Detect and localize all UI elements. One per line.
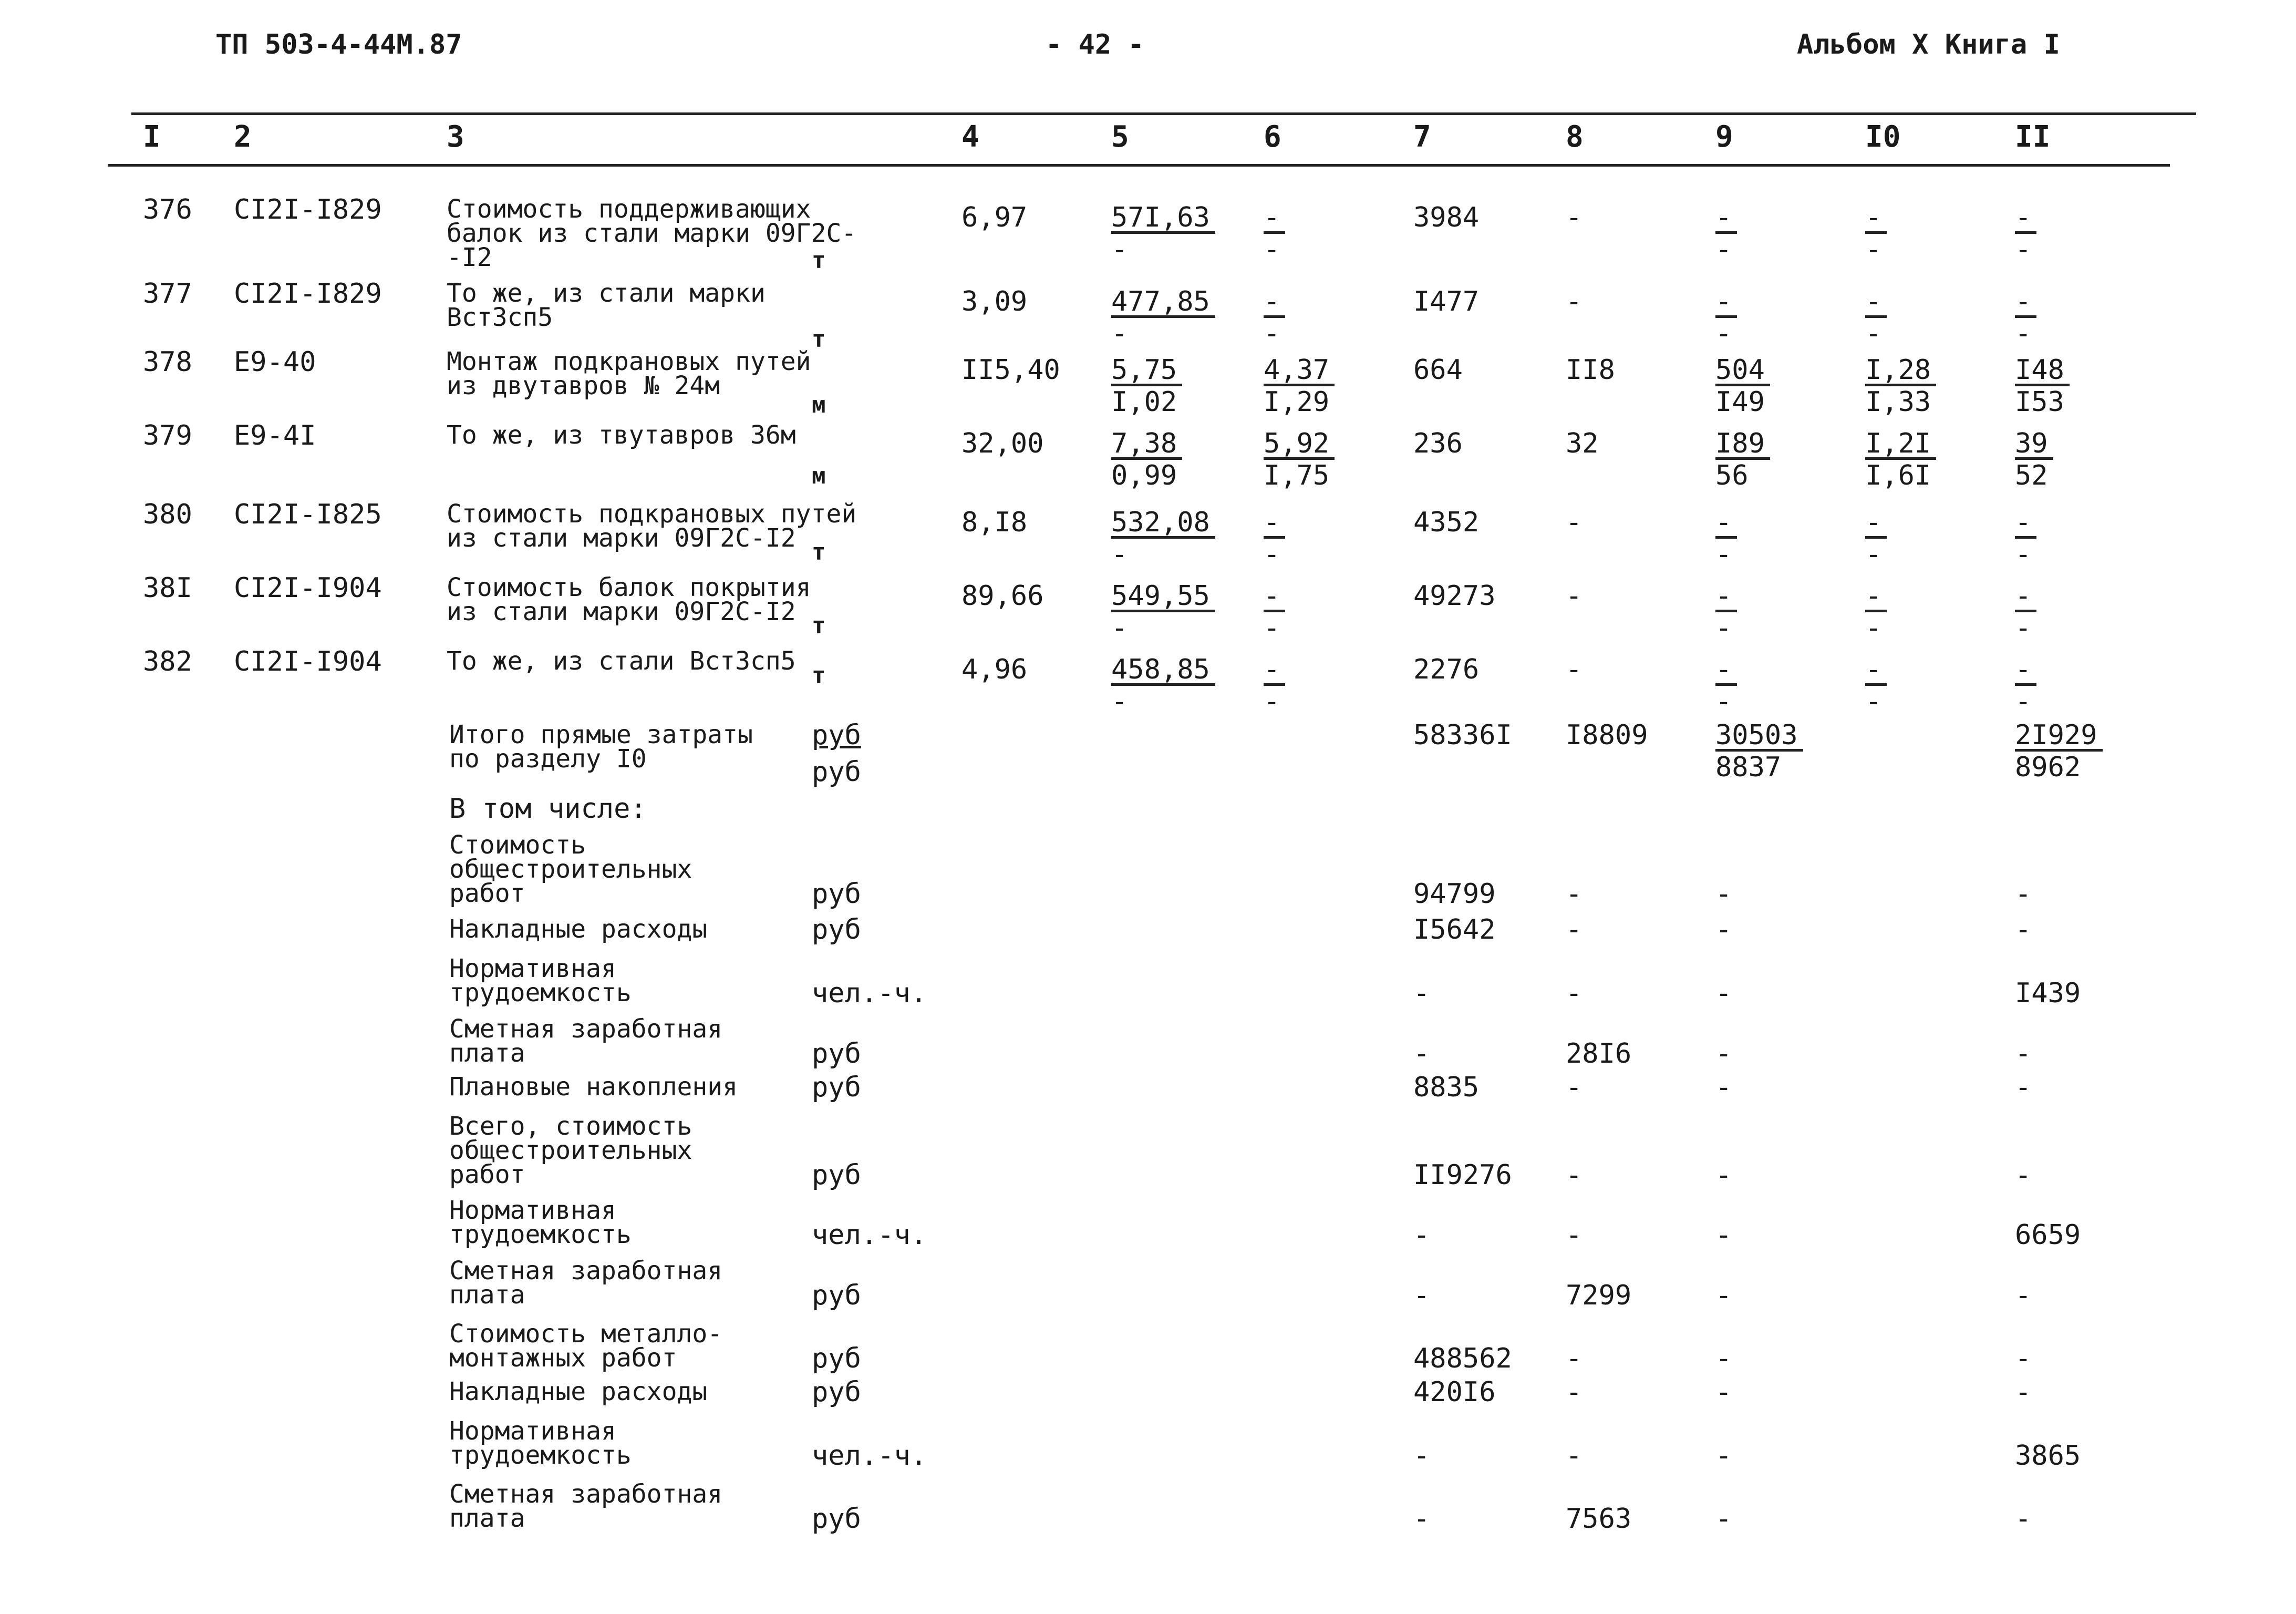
unit-of-measure: т (812, 539, 826, 566)
total-cost: 49273 (1413, 580, 1496, 612)
including-label: В том числе: (449, 793, 647, 825)
unit-cost-denominator: - (1111, 612, 1128, 644)
total-cost: 664 (1413, 354, 1463, 386)
col9-value-denominator: I49 (1715, 386, 1765, 418)
total-col11-denominator: 8962 (2015, 752, 2081, 783)
col11-value-denominator: I53 (2015, 386, 2064, 418)
column-header-9: 9 (1715, 120, 1733, 154)
column-header-3: 3 (447, 120, 464, 154)
summary-col11: - (2015, 1072, 2032, 1103)
work-description: Стоимость подкрановых путей из стали марки 09Г2С-I2 (447, 499, 857, 553)
summary-col11: 3865 (2015, 1440, 2081, 1472)
col11-value-denominator: 52 (2015, 460, 2048, 491)
col8-value: - (1566, 654, 1583, 685)
total-col11-numerator: 2I929 (2015, 723, 2103, 752)
total-cost: 4352 (1413, 507, 1480, 538)
col10-value-denominator: - (1865, 612, 1882, 644)
summary-label: Стоимость металло- монтажных работ (449, 1319, 723, 1373)
col6-value (1264, 654, 1285, 717)
quantity: 8,I8 (961, 507, 1028, 538)
col11-value-numerator: 39 (2015, 431, 2053, 460)
summary-col8: - (1566, 1440, 1583, 1472)
summary-label: Сметная заработная плата (449, 1014, 723, 1068)
col9-value-denominator: 56 (1715, 460, 1749, 491)
row-number: 378 (143, 346, 192, 378)
summary-col7: - (1413, 1219, 1430, 1251)
summary-col9: - (1715, 1280, 1732, 1311)
summary-col9: - (1715, 1503, 1732, 1535)
col11-value (2015, 202, 2036, 265)
rate-code: CI2I-I829 (234, 278, 382, 310)
col9-value-numerator: 504 (1715, 357, 1770, 386)
unit-cost (1111, 202, 1215, 265)
col9-value (1715, 354, 1770, 418)
col10-value (1865, 654, 1887, 717)
col11-value (2015, 580, 2036, 644)
col11-value (2015, 654, 2036, 717)
summary-col9: - (1715, 1038, 1732, 1070)
col11-value-numerator: - (2015, 657, 2036, 686)
col9-value-numerator: - (1715, 510, 1737, 539)
col6-value-numerator: - (1264, 583, 1285, 612)
col6-value (1264, 354, 1335, 418)
summary-col9: - (1715, 978, 1732, 1009)
table-top-rule (131, 112, 2196, 115)
summary-label: Всего, стоимость общестроительных работ (449, 1112, 692, 1189)
total-unit-1: руб (812, 719, 861, 751)
summary-col8: - (1566, 978, 1583, 1009)
unit-of-measure: т (812, 326, 826, 353)
col11-value-denominator: - (2015, 539, 2032, 570)
col9-value-denominator: - (1715, 318, 1732, 349)
work-description: То же, из твутавров 36м (447, 420, 796, 450)
unit-cost (1111, 654, 1215, 717)
total-col11 (2015, 719, 2103, 783)
col10-value (1865, 202, 1887, 265)
col9-value (1715, 580, 1737, 644)
summary-col9: - (1715, 878, 1732, 910)
summary-label: Накладные расходы (449, 914, 708, 944)
column-header-5: 5 (1111, 120, 1129, 154)
unit-cost-denominator: I,02 (1111, 386, 1177, 418)
summary-col7: - (1413, 1038, 1430, 1070)
work-description: То же, из стали марки Вст3сп5 (447, 279, 766, 332)
unit-of-measure: м (812, 462, 826, 489)
col6-value-denominator: - (1264, 686, 1280, 717)
col11-value (2015, 286, 2036, 349)
rate-code: E9-40 (234, 346, 316, 378)
unit-cost (1111, 580, 1215, 644)
col11-value-numerator: - (2015, 510, 2036, 539)
unit-cost-denominator: 0,99 (1111, 460, 1177, 491)
col10-value-numerator: - (1865, 289, 1887, 318)
unit-of-measure: т (812, 612, 826, 639)
summary-unit: руб (812, 1072, 861, 1103)
col11-value-denominator: - (2015, 234, 2032, 265)
col10-value-denominator: I,6I (1865, 460, 1931, 491)
summary-unit: чел.-ч. (812, 1219, 927, 1251)
summary-col8: - (1566, 1376, 1583, 1408)
col8-value: - (1566, 202, 1583, 233)
summary-col11: - (2015, 1038, 2032, 1070)
summary-unit: руб (812, 1376, 861, 1408)
quantity: 4,96 (961, 654, 1028, 685)
column-header-4: 4 (961, 120, 979, 154)
summary-label: Нормативная трудоемкость (449, 1196, 632, 1249)
quantity: 3,09 (961, 286, 1028, 317)
col10-value-numerator: I,28 (1865, 357, 1936, 386)
col6-value-denominator: I,75 (1264, 460, 1330, 491)
col10-value (1865, 507, 1887, 570)
summary-col7: 420I6 (1413, 1376, 1496, 1408)
column-header-10: I0 (1865, 120, 1901, 154)
page-number: - 42 - (1046, 29, 1144, 60)
col6-value (1264, 286, 1285, 349)
col10-value-numerator: I,2I (1865, 431, 1936, 460)
total-col9 (1715, 719, 1803, 783)
summary-col7: - (1413, 978, 1430, 1009)
work-description: Стоимость поддерживающих балок из стали марки 09Г2С- -I2 (447, 194, 857, 272)
rate-code: CI2I-I904 (234, 572, 382, 604)
col10-value (1865, 354, 1936, 418)
total-cost: 236 (1413, 428, 1463, 459)
col9-value-numerator: - (1715, 583, 1737, 612)
summary-col11: 6659 (2015, 1219, 2081, 1251)
summary-label: Накладные расходы (449, 1377, 708, 1406)
summary-col8: - (1566, 1159, 1583, 1191)
work-description: Монтаж подкрановых путей из двутавров № 24м (447, 347, 811, 400)
album-book-label: Альбом X Книга I (1797, 29, 2060, 60)
unit-of-measure: т (812, 247, 826, 274)
work-description: То же, из стали Вст3сп5 (447, 646, 796, 676)
quantity: II5,40 (961, 354, 1060, 386)
work-description: Стоимость балок покрытия из стали марки 09Г2С-I2 (447, 573, 811, 626)
total-cost: 3984 (1413, 202, 1480, 233)
summary-col11: - (2015, 914, 2032, 945)
col10-value-denominator: - (1865, 686, 1882, 717)
summary-col11: - (2015, 1280, 2032, 1311)
summary-col9: - (1715, 1343, 1732, 1374)
summary-col9: - (1715, 1219, 1732, 1251)
row-number: 382 (143, 646, 192, 677)
unit-cost (1111, 354, 1182, 418)
total-unit-2: руб (812, 756, 861, 788)
row-number: 377 (143, 278, 192, 310)
col11-value (2015, 428, 2053, 491)
col10-value-numerator: - (1865, 657, 1887, 686)
col6-value-numerator: 5,92 (1264, 431, 1335, 460)
summary-unit: чел.-ч. (812, 1440, 927, 1472)
col10-value (1865, 580, 1887, 644)
col6-value-numerator: - (1264, 289, 1285, 318)
col9-value-denominator: - (1715, 612, 1732, 644)
col9-value-numerator: - (1715, 657, 1737, 686)
unit-cost-numerator: 57I,63 (1111, 205, 1215, 234)
col10-value (1865, 286, 1887, 349)
summary-col8: - (1566, 878, 1583, 910)
summary-col8: 28I6 (1566, 1038, 1632, 1070)
col6-value-denominator: - (1264, 612, 1280, 644)
col6-value-denominator: - (1264, 539, 1280, 570)
col9-value (1715, 507, 1737, 570)
quantity: 6,97 (961, 202, 1028, 233)
summary-col7: II9276 (1413, 1159, 1512, 1191)
col11-value-numerator: - (2015, 583, 2036, 612)
col6-value (1264, 202, 1285, 265)
column-header-7: 7 (1413, 120, 1431, 154)
row-number: 380 (143, 499, 192, 530)
summary-col7: - (1413, 1280, 1430, 1311)
summary-unit: руб (812, 1503, 861, 1535)
summary-col11: - (2015, 1503, 2032, 1535)
summary-unit: руб (812, 1280, 861, 1311)
quantity: 32,00 (961, 428, 1044, 459)
rate-code: CI2I-I825 (234, 499, 382, 530)
unit-cost-numerator: 5,75 (1111, 357, 1182, 386)
col9-value (1715, 202, 1737, 265)
col8-value: - (1566, 286, 1583, 317)
col10-value-denominator: - (1865, 234, 1882, 265)
summary-col11: - (2015, 1376, 2032, 1408)
summary-col7: 488562 (1413, 1343, 1512, 1374)
unit-cost-denominator: - (1111, 234, 1128, 265)
summary-col9: - (1715, 1072, 1732, 1103)
summary-col7: I5642 (1413, 914, 1496, 945)
total-col9-denominator: 8837 (1715, 752, 1782, 783)
summary-col8: - (1566, 1343, 1583, 1374)
summary-label: Нормативная трудоемкость (449, 1416, 632, 1470)
col11-value (2015, 507, 2036, 570)
col9-value-numerator: - (1715, 205, 1737, 234)
col11-value-denominator: - (2015, 686, 2032, 717)
summary-col9: - (1715, 1159, 1732, 1191)
summary-unit: руб (812, 914, 861, 945)
unit-of-measure: т (812, 662, 826, 689)
summary-col7: - (1413, 1440, 1430, 1472)
unit-cost-numerator: 458,85 (1111, 657, 1215, 686)
unit-cost-denominator: - (1111, 539, 1128, 570)
summary-col7: 8835 (1413, 1072, 1480, 1103)
unit-cost-numerator: 549,55 (1111, 583, 1215, 612)
col11-value-numerator: - (2015, 205, 2036, 234)
total-direct-costs-label: Итого прямые затраты по разделу I0 (449, 720, 753, 774)
summary-unit: руб (812, 1159, 861, 1191)
summary-col11: I439 (2015, 978, 2081, 1009)
summary-col9: - (1715, 1376, 1732, 1408)
row-number: 379 (143, 420, 192, 451)
summary-col11: - (2015, 1159, 2032, 1191)
col6-value-denominator: - (1264, 318, 1280, 349)
summary-col9: - (1715, 914, 1732, 945)
unit-of-measure: м (812, 392, 826, 418)
unit-cost (1111, 428, 1182, 491)
summary-label: Стоимость общестроительных работ (449, 830, 692, 908)
col6-value-numerator: - (1264, 657, 1285, 686)
col9-value (1715, 654, 1737, 717)
summary-label: Сметная заработная плата (449, 1256, 723, 1310)
total-col8: I8809 (1566, 719, 1648, 751)
summary-unit: руб (812, 1343, 861, 1374)
col6-value-denominator: I,29 (1264, 386, 1330, 418)
col9-value-denominator: - (1715, 234, 1732, 265)
col9-value-denominator: - (1715, 539, 1732, 570)
summary-label: Нормативная трудоемкость (449, 954, 632, 1008)
column-header-11: II (2015, 120, 2051, 154)
total-col9-numerator: 30503 (1715, 723, 1803, 752)
unit-cost (1111, 507, 1215, 570)
quantity: 89,66 (961, 580, 1044, 612)
column-header-1: I (143, 120, 161, 154)
col10-value-denominator: - (1865, 318, 1882, 349)
column-header-2: 2 (234, 120, 252, 154)
summary-label: Плановые накопления (449, 1072, 738, 1102)
col6-value-denominator: - (1264, 234, 1280, 265)
column-header-8: 8 (1566, 120, 1584, 154)
col8-value: II8 (1566, 354, 1615, 386)
unit-cost-denominator: - (1111, 686, 1128, 717)
col6-value (1264, 507, 1285, 570)
col10-value (1865, 428, 1936, 491)
summary-unit: руб (812, 1038, 861, 1070)
unit-cost-denominator: - (1111, 318, 1128, 349)
col11-value-denominator: - (2015, 612, 2032, 644)
summary-col7: 94799 (1413, 878, 1496, 910)
unit-cost-numerator: 7,38 (1111, 431, 1182, 460)
total-cost: 2276 (1413, 654, 1480, 685)
summary-col11: - (2015, 878, 2032, 910)
col9-value-denominator: - (1715, 686, 1732, 717)
summary-col8: - (1566, 1219, 1583, 1251)
col8-value: 32 (1566, 428, 1599, 459)
rate-code: E9-4I (234, 420, 316, 451)
summary-label: Сметная заработная плата (449, 1479, 723, 1533)
summary-col8: - (1566, 914, 1583, 945)
col9-value (1715, 286, 1737, 349)
col6-value-numerator: - (1264, 205, 1285, 234)
col6-value (1264, 428, 1335, 491)
col11-value-numerator: I48 (2015, 357, 2070, 386)
summary-col8: 7563 (1566, 1503, 1632, 1535)
unit-cost-numerator: 477,85 (1111, 289, 1215, 318)
col10-value-numerator: - (1865, 510, 1887, 539)
summary-unit: руб (812, 878, 861, 910)
col11-value-denominator: - (2015, 318, 2032, 349)
col10-value-denominator: I,33 (1865, 386, 1931, 418)
col6-value-numerator: - (1264, 510, 1285, 539)
summary-col8: - (1566, 1072, 1583, 1103)
rate-code: CI2I-I904 (234, 646, 382, 677)
summary-col9: - (1715, 1440, 1732, 1472)
col8-value: - (1566, 580, 1583, 612)
unit-cost-numerator: 532,08 (1111, 510, 1215, 539)
col8-value: - (1566, 507, 1583, 538)
summary-unit: чел.-ч. (812, 978, 927, 1009)
total-cost: I477 (1413, 286, 1480, 317)
rate-code: CI2I-I829 (234, 194, 382, 225)
summary-col7: - (1413, 1503, 1430, 1535)
col10-value-numerator: - (1865, 205, 1887, 234)
col11-value-numerator: - (2015, 289, 2036, 318)
summary-col11: - (2015, 1343, 2032, 1374)
col9-value-numerator: - (1715, 289, 1737, 318)
summary-col8: 7299 (1566, 1280, 1632, 1311)
row-number: 38I (143, 572, 192, 604)
row-number: 376 (143, 194, 192, 225)
document-code: ТП 503-4-44М.87 (215, 29, 462, 60)
col6-value-numerator: 4,37 (1264, 357, 1335, 386)
column-header-6: 6 (1264, 120, 1281, 154)
table-header-rule (108, 164, 2170, 167)
col10-value-numerator: - (1865, 583, 1887, 612)
col9-value (1715, 428, 1770, 491)
col10-value-denominator: - (1865, 539, 1882, 570)
col11-value (2015, 354, 2070, 418)
col6-value (1264, 580, 1285, 644)
col9-value-numerator: I89 (1715, 431, 1770, 460)
unit-cost (1111, 286, 1215, 349)
total-col7: 58336I (1413, 719, 1512, 751)
